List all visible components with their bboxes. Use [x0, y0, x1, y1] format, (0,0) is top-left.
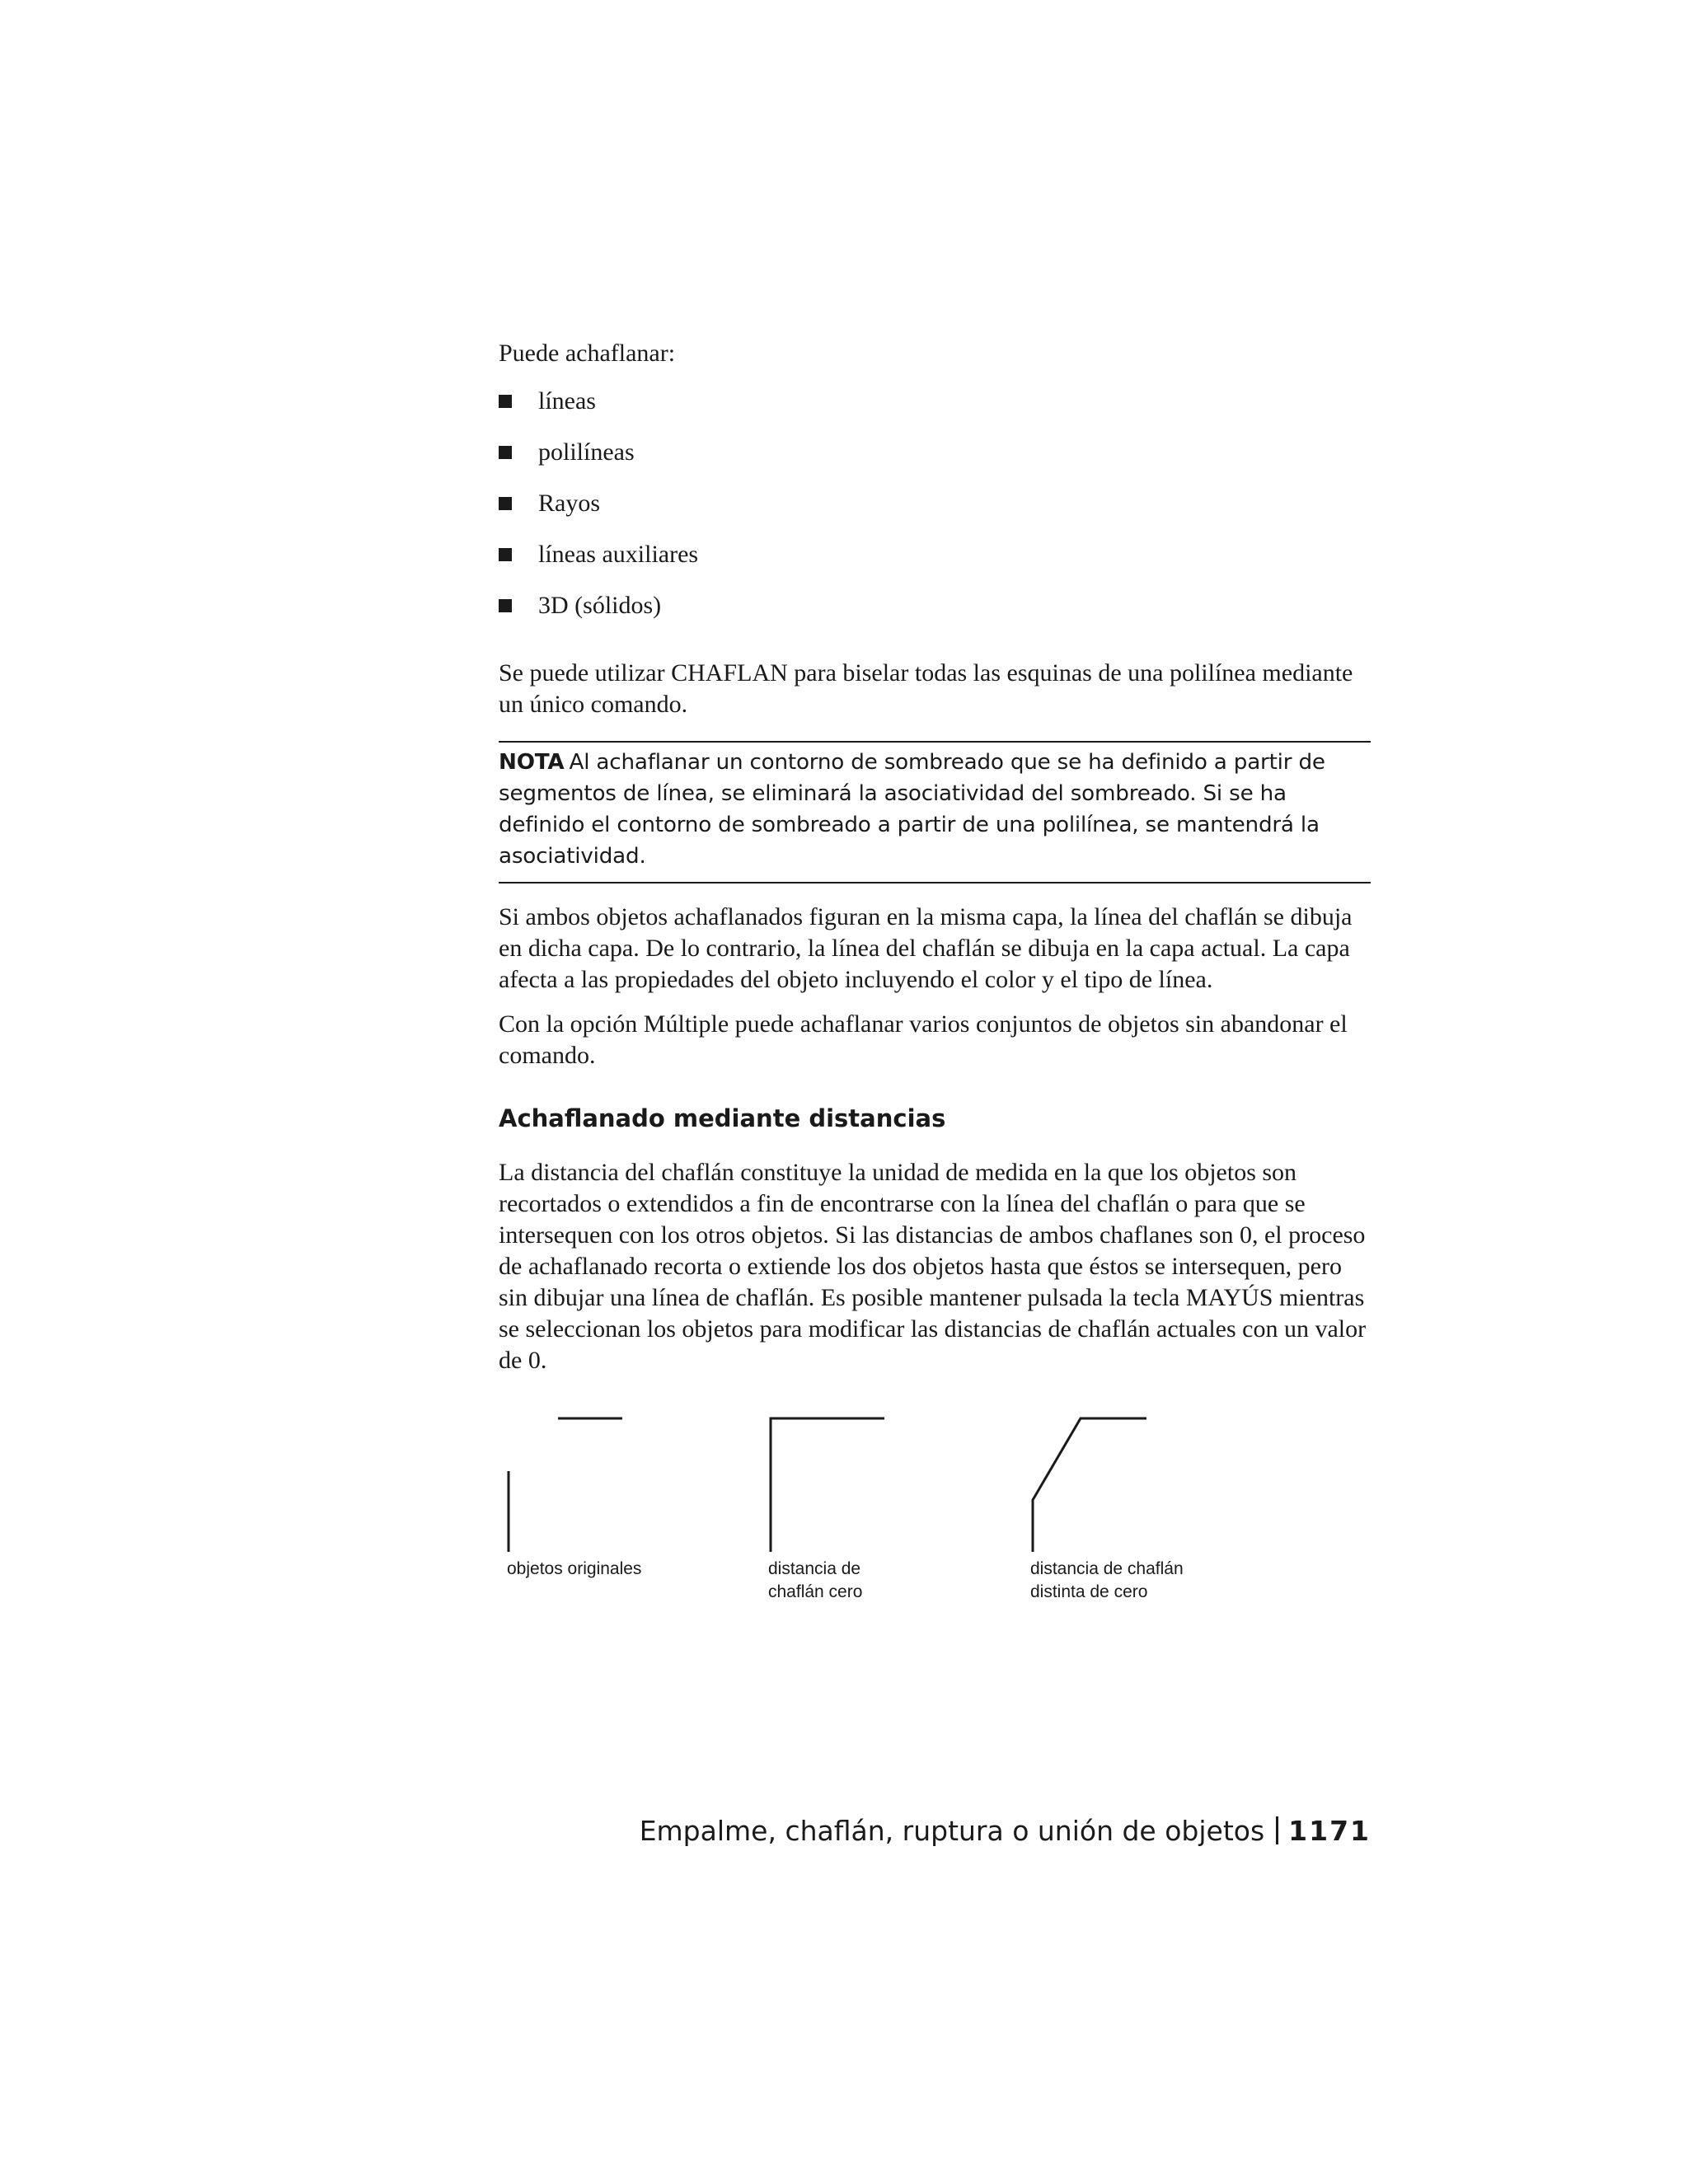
chamfered-corner: [1033, 1418, 1146, 1552]
list-item: [499, 386, 1371, 437]
original-objects-label-text: objetos originales: [507, 1559, 642, 1578]
chaflan-paragraph: Se puede utilizar CHAFLAN para biselar todas las esquinas de una polilínea mediante un único comando.: [499, 659, 1353, 718]
bullet-square-icon: [499, 548, 512, 561]
list-item-label: líneas: [538, 387, 596, 415]
nonzero-distance-label-line2: distinta de cero: [1030, 1582, 1148, 1601]
page-number: 1171: [1288, 1815, 1371, 1847]
bullet-square-icon: [499, 446, 512, 459]
note-label: NOTA: [499, 750, 565, 775]
intro-text: Puede achaflanar:: [499, 340, 676, 367]
original-objects-drawing: [509, 1418, 622, 1552]
list-item: [499, 539, 1371, 590]
bullet-square-icon: [499, 497, 512, 510]
multiple-paragraph: Con la opción Múltiple puede achaflanar varios conjuntos de objetos sin abandonar el comando.: [499, 1010, 1348, 1069]
list-item-label: líneas auxiliares: [538, 541, 699, 568]
zero-distance-drawing: [771, 1418, 884, 1552]
zero-distance-label-line1: distancia de: [768, 1559, 861, 1578]
chamfer-diagram: [499, 1413, 1240, 1562]
note-text: Al achaflanar un contorno de sombreado que se ha definido a partir de segmentos de línea, se eliminará la asociatividad del sombreado. Si se ha definido el contorno de sombreado a partir de una polilínea, se mantendrá la asociatividad.: [499, 750, 1325, 869]
footer-separator: [1276, 1816, 1278, 1844]
footer-chapter-title: Empalme, chaflán, ruptura o unión de objetos: [639, 1815, 1265, 1847]
object-types-list: [499, 386, 1371, 641]
chamfer-figure: [499, 1413, 1240, 1628]
list-item-label: 3D (sólidos): [538, 592, 662, 619]
bullet-square-icon: [499, 599, 512, 612]
list-item-label: polilíneas: [538, 438, 635, 466]
section-heading: Achaflanado mediante distancias: [499, 1104, 946, 1132]
zero-distance-label-line2: chaflán cero: [768, 1582, 863, 1601]
original-objects-label: [507, 1558, 641, 1581]
nonzero-distance-label-line1: distancia de chaflán: [1030, 1559, 1184, 1578]
bullet-square-icon: [499, 395, 512, 408]
list-item: [499, 488, 1371, 539]
zero-distance-corner: [771, 1418, 884, 1552]
list-item-label: Rayos: [538, 490, 600, 517]
nonzero-distance-drawing: [1033, 1418, 1146, 1552]
zero-distance-label: [768, 1558, 862, 1604]
list-item: [499, 590, 1371, 641]
nonzero-distance-label: [1030, 1558, 1184, 1604]
distance-paragraph: La distancia del chaflán constituye la unidad de medida en la que los objetos son recortados o extendidos a fin de encontrarse con la línea del chaflán o para que se intersequen con los otros objetos. Si las distancias de ambos chaflanes son 0, el proceso de achaflanado recorta o extiende los dos objetos hasta que éstos se intersequen, pero sin dibujar una línea de chaflán. Es posible mantener pulsada la tecla MAYÚS mientras se seleccionan los objetos para modificar las distancias de chaflán actuales con un valor de 0.: [499, 1159, 1367, 1374]
page-body: [499, 338, 1371, 1376]
list-item: [499, 437, 1371, 488]
note-box: [499, 741, 1371, 883]
layer-paragraph: Si ambos objetos achaflanados figuran en la misma capa, la línea del chaflán se dibuja en dicha capa. De lo contrario, la línea del chaflán se dibuja en la capa actual. La capa afecta a las propiedades del objeto incluyendo el color y el tipo de línea.: [499, 903, 1353, 993]
page-footer: [640, 1813, 1371, 1849]
